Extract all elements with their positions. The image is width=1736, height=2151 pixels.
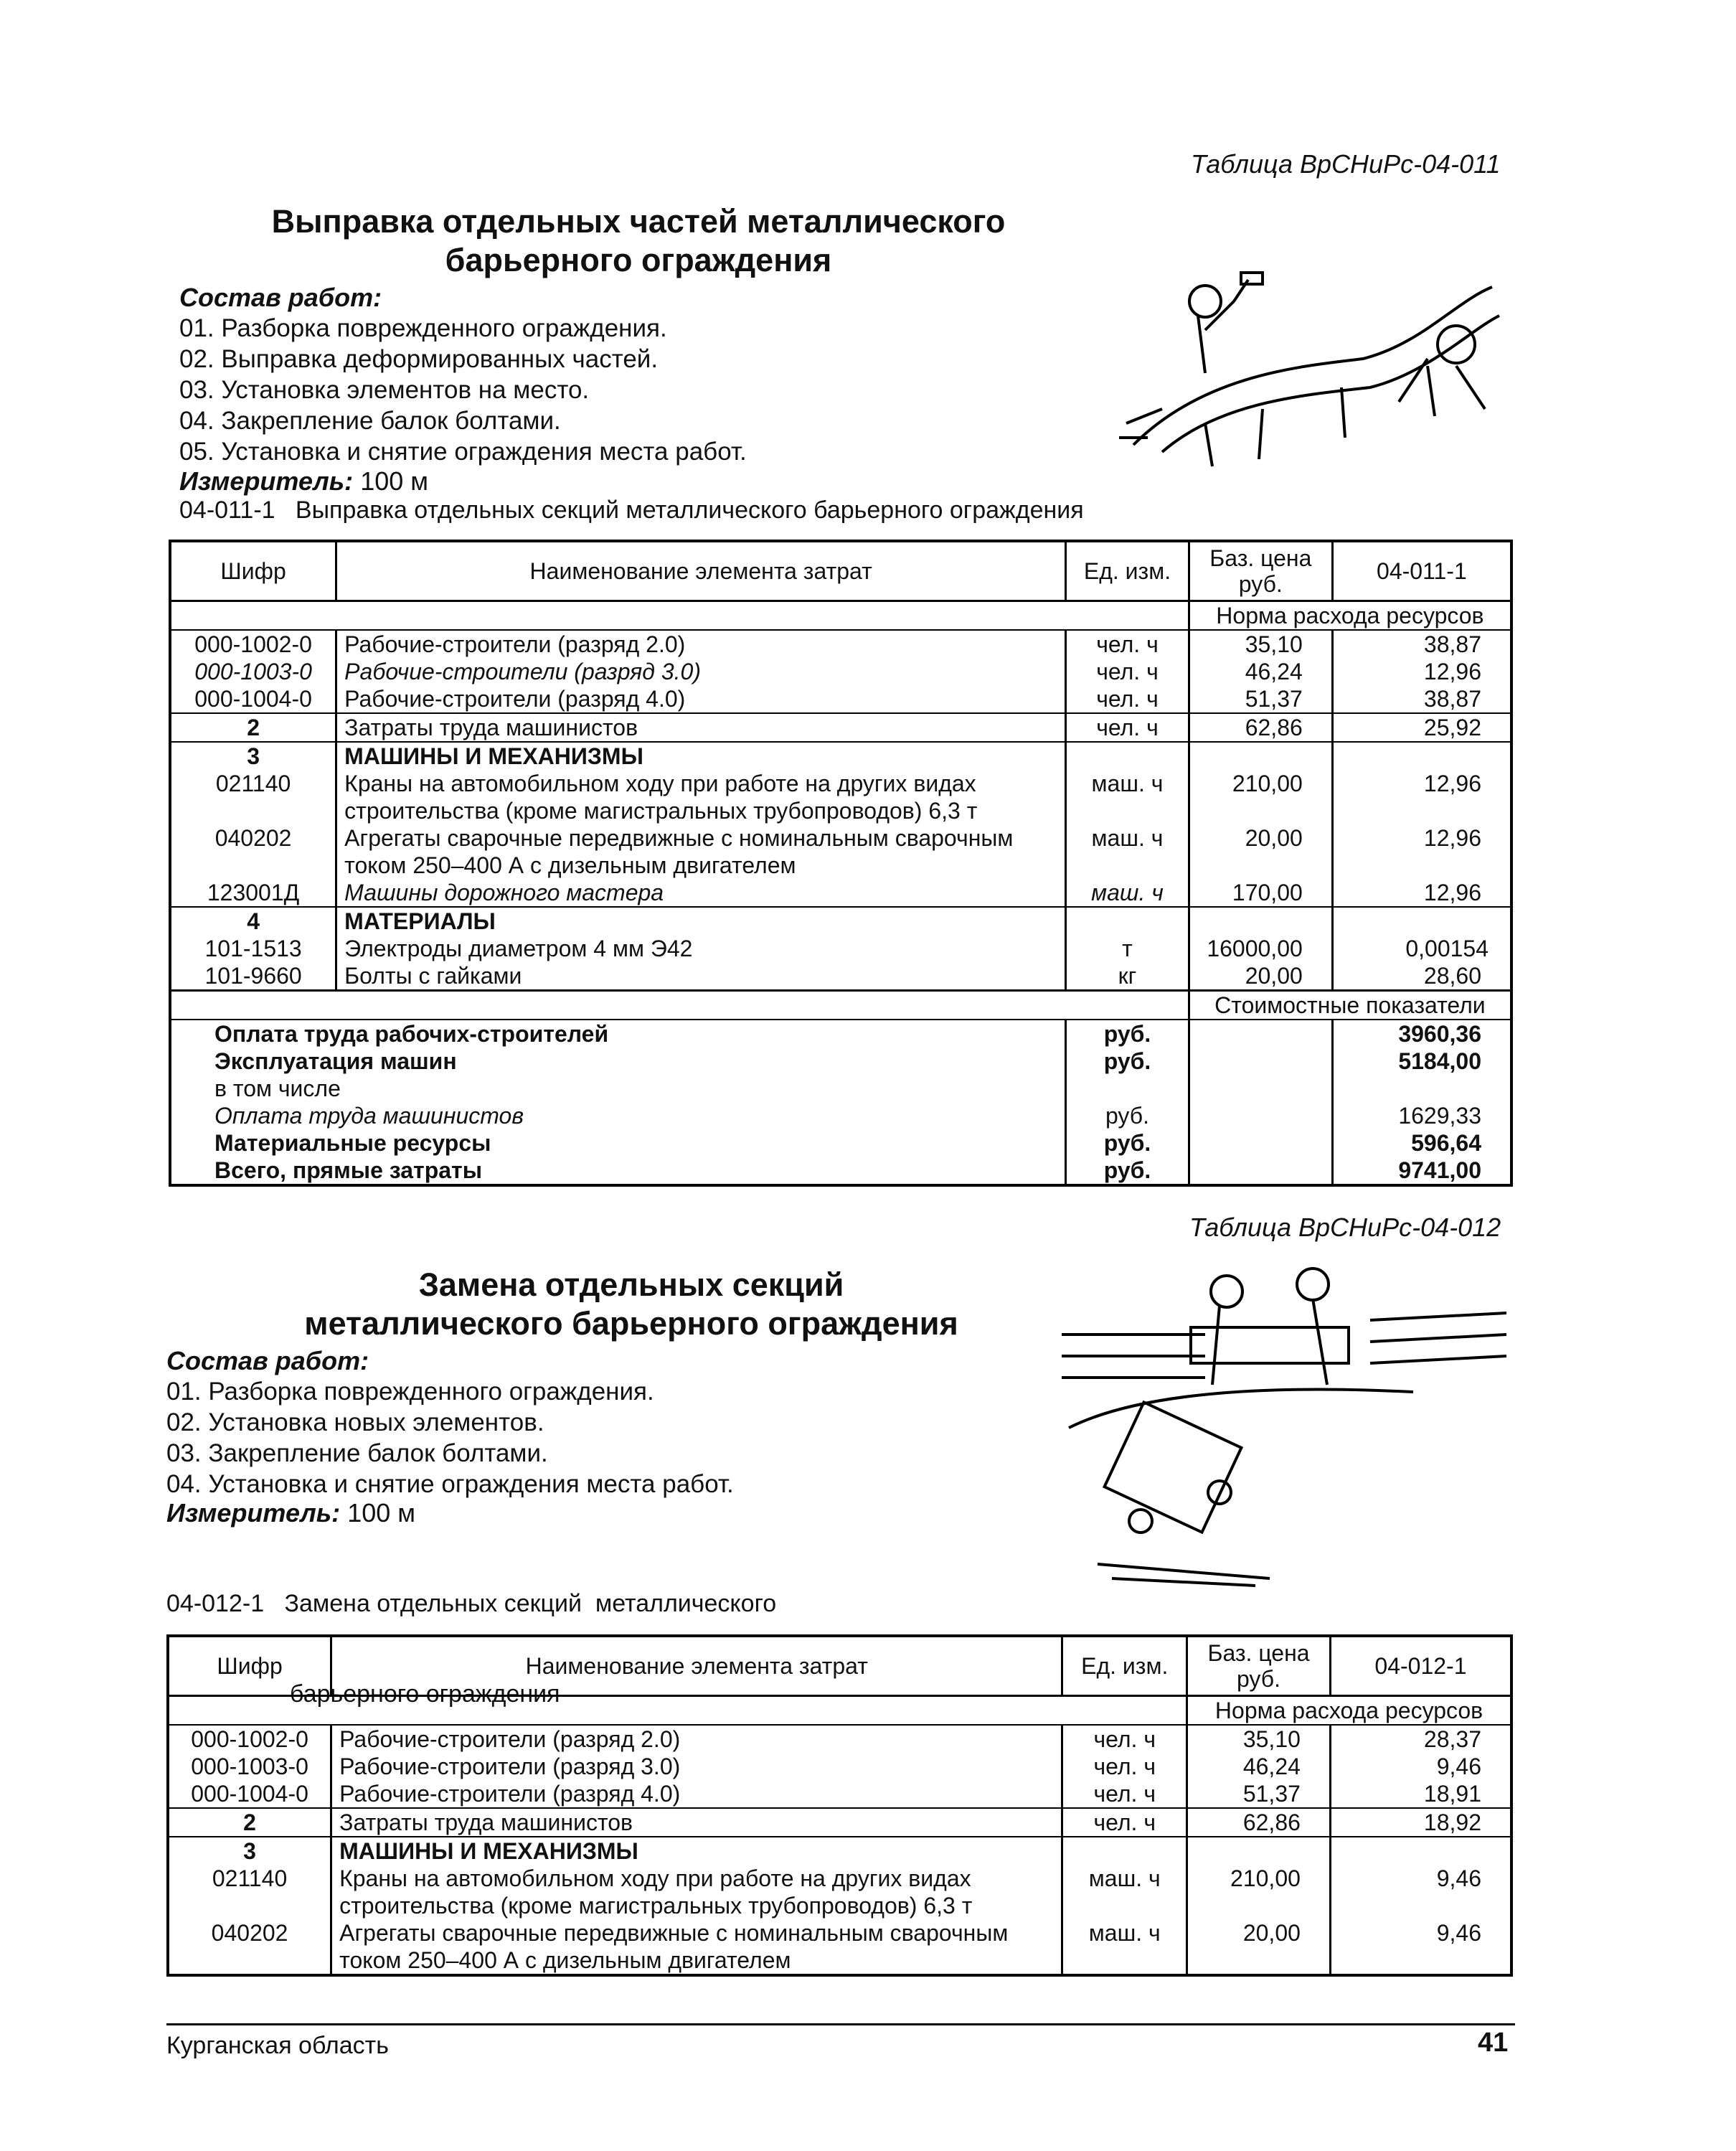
car-crash-illustration — [1055, 1263, 1521, 1593]
table-row — [170, 713, 1511, 742]
cell-norm: 12,96 — [1423, 659, 1481, 684]
cell-norm: 18,92 — [1330, 1808, 1511, 1837]
cell-code: 123001Д — [170, 879, 336, 907]
cell-price: 210,00 — [1189, 770, 1332, 824]
work-item: 04. Закрепление балок болтами. — [179, 407, 561, 435]
table-row — [170, 907, 1511, 935]
table-row — [170, 962, 1511, 991]
cost-name: Оплата труда рабочих-строителей — [170, 1020, 1066, 1048]
cell-norm: 12,96 — [1423, 825, 1481, 851]
cell-norm: 25,92 — [1332, 713, 1511, 742]
cell-price: 62,86 — [1187, 1808, 1331, 1837]
cell-price: 20,00 — [1187, 1919, 1331, 1975]
meter-value: 100 м — [360, 466, 429, 496]
meter — [179, 466, 428, 496]
cell-norm: 9,46 — [1436, 1920, 1481, 1946]
cell-price: 210,00 — [1187, 1865, 1331, 1919]
cell-unit: т — [1066, 935, 1189, 962]
header-cell: Шифр — [168, 1636, 331, 1696]
cell-norm — [1330, 1837, 1511, 1865]
table-row — [168, 1865, 1511, 1919]
work-item: 02. Выправка деформированных частей. — [179, 345, 659, 373]
cell-norm: 9,46 — [1436, 1865, 1481, 1891]
cell-unit — [1066, 742, 1189, 770]
table-header-row — [168, 1636, 1511, 1696]
table-caption: Таблица ВрСНиРс-04-012 — [1189, 1213, 1501, 1242]
work-item: 01. Разборка поврежденного ограждения. — [179, 314, 667, 342]
cell-code: 021140 — [170, 770, 336, 824]
page-number: 41 — [1478, 2028, 1509, 2058]
meter-value: 100 м — [347, 1498, 416, 1528]
table-row — [170, 879, 1511, 907]
work-item: 02. Установка новых элементов. — [166, 1408, 544, 1436]
footer-divider — [166, 2023, 1515, 2025]
cell-code: 000-1003-0 — [168, 1753, 331, 1780]
work-list — [166, 1376, 734, 1500]
table-row — [170, 630, 1511, 658]
cell-unit: чел. ч — [1062, 1725, 1187, 1753]
header-cell: Баз. цена руб. — [1189, 541, 1332, 601]
table-row — [168, 1753, 1511, 1780]
work-item: 03. Установка элементов на место. — [179, 376, 590, 404]
cost-table — [166, 1634, 1513, 1977]
cell-price — [1189, 742, 1332, 770]
cost-row — [170, 1075, 1511, 1102]
cell-name: МАШИНЫ И МЕХАНИЗМЫ — [336, 742, 1066, 770]
header-cell: Баз. цена руб. — [1187, 1636, 1331, 1696]
work-label: Состав работ: — [166, 1346, 369, 1375]
cell-unit — [1066, 907, 1189, 935]
cell-norm: 28,60 — [1332, 962, 1511, 991]
table-row — [168, 1919, 1511, 1975]
cell-unit — [1062, 1837, 1187, 1865]
section-title — [273, 1266, 990, 1343]
cost-label-row — [170, 991, 1511, 1020]
cost-unit: руб. — [1066, 1020, 1189, 1048]
table-row — [168, 1808, 1511, 1837]
header-cell: 04-012-1 — [1330, 1636, 1511, 1696]
cell-name: МАШИНЫ И МЕХАНИЗМЫ — [331, 1837, 1062, 1865]
section-title — [172, 202, 1105, 280]
work-item: 04. Установка и снятие ограждения места работ. — [166, 1470, 734, 1498]
subhead-line: барьерного ограждения — [290, 1680, 560, 1708]
cell-name: Краны на автомобильном ходу при работе на других видах строительства (кроме магистральных трубопроводов) 6,3 т — [336, 770, 1066, 824]
cell-norm: 18,91 — [1423, 1781, 1481, 1807]
cost-name: Оплата труда машинистов — [170, 1102, 1066, 1129]
norm-label: Норма расхода ресурсов — [1187, 1696, 1511, 1726]
cell-name: Рабочие-строители (разряд 2.0) — [336, 630, 1066, 658]
table-row — [170, 935, 1511, 962]
header-cell: Шифр — [170, 541, 336, 601]
cell-name: Затраты труда машинистов — [336, 713, 1066, 742]
cost-row — [170, 1129, 1511, 1157]
table-row — [170, 824, 1511, 879]
cell-code: 000-1004-0 — [168, 1780, 331, 1808]
cell-unit: чел. ч — [1066, 685, 1189, 713]
cell-norm: 0,00154 — [1405, 936, 1489, 961]
title-line: металлического барьерного ограждения — [304, 1305, 958, 1342]
cell-price: 35,10 — [1189, 630, 1332, 658]
table-row — [170, 685, 1511, 713]
subhead-line: 04-012-1 Замена отдельных секций металлического — [166, 1590, 777, 1617]
table-row — [170, 742, 1511, 770]
workers-illustration — [1119, 258, 1506, 474]
cell-price — [1189, 907, 1332, 935]
cell-norm: 9,46 — [1436, 1754, 1481, 1779]
cell-code: 3 — [168, 1837, 331, 1865]
cell-unit: чел. ч — [1066, 658, 1189, 685]
cell-code: 000-1003-0 — [170, 658, 336, 685]
cell-price: 20,00 — [1189, 962, 1332, 991]
cell-code: 021140 — [168, 1865, 331, 1919]
cell-norm: 38,87 — [1423, 686, 1481, 712]
cost-unit: руб. — [1066, 1048, 1189, 1075]
cell-unit: чел. ч — [1062, 1780, 1187, 1808]
cell-name: Рабочие-строители (разряд 2.0) — [331, 1725, 1062, 1753]
cost-unit: руб. — [1066, 1157, 1189, 1185]
cell-code: 3 — [170, 742, 336, 770]
table-row — [168, 1780, 1511, 1808]
cost-name: Эксплуатация машин — [170, 1048, 1066, 1075]
cell-code: 000-1002-0 — [168, 1725, 331, 1753]
table-header-row — [170, 541, 1511, 601]
cell-norm: 12,96 — [1423, 771, 1481, 796]
cell-price: 46,24 — [1187, 1753, 1331, 1780]
header-cell: 04-011-1 — [1332, 541, 1511, 601]
cell-unit: маш. ч — [1062, 1865, 1187, 1919]
cell-name: Затраты труда машинистов — [331, 1808, 1062, 1837]
cell-norm — [1332, 907, 1511, 935]
table-subhead: 04-011-1 Выправка отдельных секций металлического барьерного ограждения — [179, 496, 1084, 524]
meter — [166, 1498, 415, 1528]
title-line: Замена отдельных секций — [418, 1266, 844, 1303]
cost-row — [170, 1048, 1511, 1075]
cell-code: 2 — [170, 713, 336, 742]
work-list — [179, 313, 747, 467]
cell-name: Болты с гайками — [336, 962, 1066, 991]
cost-unit: руб. — [1066, 1102, 1189, 1129]
norm-row — [170, 601, 1511, 631]
table-row — [170, 658, 1511, 685]
title-line: барьерного ограждения — [445, 242, 832, 278]
cell-code: 000-1004-0 — [170, 685, 336, 713]
cell-name: Агрегаты сварочные передвижные с номинальным сварочным током 250–400 А с дизельным двигателем — [336, 824, 1066, 879]
cost-name: Материальные ресурсы — [170, 1129, 1066, 1157]
cost-table — [169, 540, 1513, 1187]
cost-row — [170, 1157, 1511, 1185]
header-cell: Наименование элемента затрат — [336, 541, 1066, 601]
cell-norm: 28,37 — [1423, 1726, 1481, 1752]
cost-unit — [1066, 1075, 1189, 1102]
header-cell: Ед. изм. — [1066, 541, 1189, 601]
cell-code: 4 — [170, 907, 336, 935]
cell-name: Рабочие-строители (разряд 3.0) — [336, 658, 1066, 685]
cell-price: 170,00 — [1189, 879, 1332, 907]
cost-unit: руб. — [1066, 1129, 1189, 1157]
cost-value: 3960,36 — [1398, 1021, 1481, 1047]
cell-price: 62,86 — [1189, 713, 1332, 742]
table-row — [170, 770, 1511, 824]
cell-name: МАТЕРИАЛЫ — [336, 907, 1066, 935]
cost-value: 5184,00 — [1398, 1048, 1481, 1074]
cell-unit: маш. ч — [1062, 1919, 1187, 1975]
table-row — [168, 1837, 1511, 1865]
cell-name: Рабочие-строители (разряд 4.0) — [336, 685, 1066, 713]
cell-name: Электроды диаметром 4 мм Э42 — [336, 935, 1066, 962]
work-item: 01. Разборка поврежденного ограждения. — [166, 1378, 654, 1406]
cell-norm — [1332, 742, 1511, 770]
cell-price: 35,10 — [1187, 1725, 1331, 1753]
cost-label: Стоимостные показатели — [1189, 991, 1511, 1020]
cell-price: 46,24 — [1189, 658, 1332, 685]
cell-code: 2 — [168, 1808, 331, 1837]
cell-price: 20,00 — [1189, 824, 1332, 879]
work-label: Состав работ: — [179, 283, 382, 312]
cell-price — [1187, 1837, 1331, 1865]
cell-price: 51,37 — [1189, 685, 1332, 713]
cell-price: 51,37 — [1187, 1780, 1331, 1808]
cell-name: Машины дорожного мастера — [336, 879, 1066, 907]
meter-label: Измеритель: — [179, 466, 354, 496]
cost-name: в том числе — [170, 1075, 1066, 1102]
cell-code: 040202 — [168, 1919, 331, 1975]
cell-code: 040202 — [170, 824, 336, 879]
meter-label: Измеритель: — [166, 1498, 341, 1528]
cost-value — [1332, 1075, 1511, 1102]
cell-unit: маш. ч — [1066, 824, 1189, 879]
work-item: 05. Установка и снятие ограждения места работ. — [179, 438, 747, 466]
cost-name: Всего, прямые затраты — [170, 1157, 1066, 1185]
cell-name: Рабочие-строители (разряд 4.0) — [331, 1780, 1062, 1808]
cell-code: 101-9660 — [170, 962, 336, 991]
cell-norm: 12,96 — [1423, 880, 1481, 905]
cell-norm: 38,87 — [1423, 631, 1481, 657]
cost-row — [170, 1020, 1511, 1048]
footer-region: Курганская область — [166, 2032, 389, 2059]
cell-code: 101-1513 — [170, 935, 336, 962]
cell-unit: маш. ч — [1066, 770, 1189, 824]
header-cell: Наименование элемента затрат — [331, 1636, 1062, 1696]
cell-unit: чел. ч — [1062, 1808, 1187, 1837]
cost-value: 9741,00 — [1398, 1157, 1481, 1183]
norm-row — [168, 1696, 1511, 1726]
norm-label: Норма расхода ресурсов — [1189, 601, 1511, 631]
table-row — [168, 1725, 1511, 1753]
cell-unit: кг — [1066, 962, 1189, 991]
cost-row — [170, 1102, 1511, 1129]
cell-unit: чел. ч — [1066, 713, 1189, 742]
cell-price: 16000,00 — [1189, 935, 1332, 962]
cell-code: 000-1002-0 — [170, 630, 336, 658]
cell-unit: маш. ч — [1066, 879, 1189, 907]
table-caption: Таблица ВрСНиРс-04-011 — [1191, 149, 1501, 179]
cell-name: Краны на автомобильном ходу при работе на других видах строительства (кроме магистральных трубопроводов) 6,3 т — [331, 1865, 1062, 1919]
cell-unit: чел. ч — [1066, 630, 1189, 658]
cell-name: Рабочие-строители (разряд 3.0) — [331, 1753, 1062, 1780]
cost-value: 1629,33 — [1398, 1103, 1481, 1129]
title-line: Выправка отдельных частей металлического — [271, 203, 1006, 240]
cell-unit: чел. ч — [1062, 1753, 1187, 1780]
work-item: 03. Закрепление балок болтами. — [166, 1439, 548, 1467]
cost-value: 596,64 — [1411, 1130, 1481, 1156]
cell-name: Агрегаты сварочные передвижные с номинальным сварочным током 250–400 А с дизельным двигателем — [331, 1919, 1062, 1975]
header-cell: Ед. изм. — [1062, 1636, 1187, 1696]
